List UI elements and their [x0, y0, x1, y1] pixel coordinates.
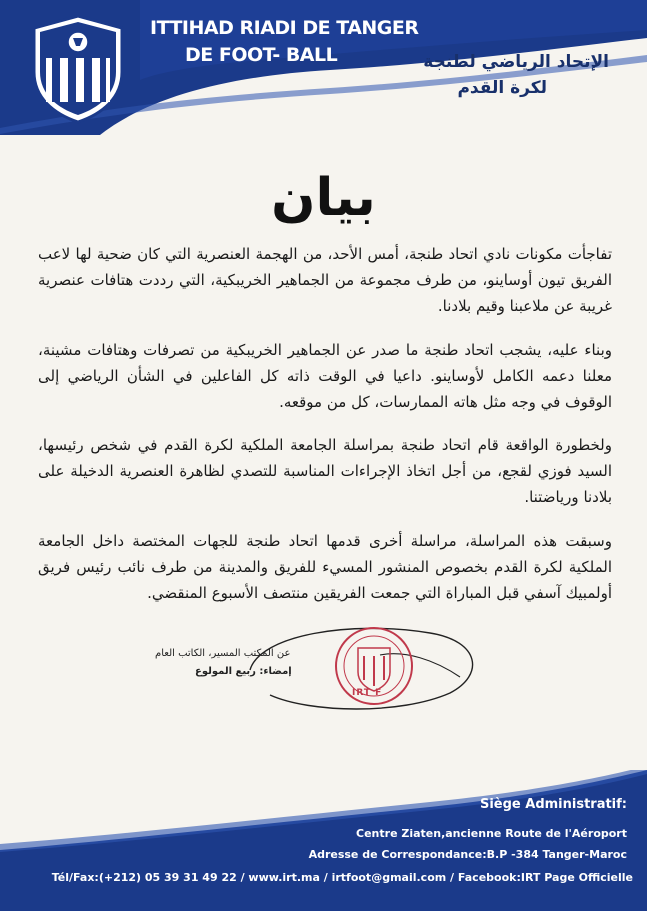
footer-band	[0, 770, 647, 911]
paragraph-3: ولخطورة الواقعة قام اتحاد طنجة بمراسلة الجامعة الملكية لكرة القدم في شخص رئيسها، السيد فوزي لقجع، من أجل اتخاذ الإجراءات المناسبة للتصدي لظاهرة العنصرية الدخيلة على بلادنا ورياضتنا.	[38, 436, 612, 506]
stamp-label: IRT F	[352, 688, 383, 698]
club-crest-icon	[30, 14, 126, 124]
footer-address: Centre Ziaten,ancienne Route de l'Aéroport	[356, 827, 627, 840]
signature-name: إمضاء: ربيع المولوع	[195, 666, 292, 677]
club-name-ar-line1: الإتحاد الرياضي لطنجة	[423, 52, 609, 72]
paragraph-4: وسبقت هذه المراسلة، مراسلة أخرى قدمها اتحاد طنجة للجهات المختصة داخل الجامعة الملكية لكرة القدم بخصوص المنشور المسيء للفريق والمدينة من طرف نائب رئيس فريق أولمبيك آسفي قبل المباراة التي جمعت الفريقين منتصف الأسبوع المنقضي.	[38, 532, 612, 602]
footer-contact: Tél/Fax:(+212) 05 39 31 49 22 / www.irt.ma / irtfoot@gmail.com / Facebook:IRT Page Officielle	[51, 871, 633, 884]
footer-correspondence: Adresse de Correspondance:B.P -384 Tanger-Maroc	[308, 848, 627, 861]
paragraph-2: وبناء عليه، يشجب اتحاد طنجة ما صدر عن الجماهير الخريبكية من تصرفات وهتافات مشينة، معلنا دعمه الكامل لأوساينو. داعيا في الوقت ذاته كل الفاعلين في الشأن الرياضي إلى الوقوف في وجه مثل هاته الممارسات، كل من موقعه.	[38, 341, 612, 411]
signature-office-label: عن المكتب المسير، الكاتب العام	[155, 648, 291, 659]
club-name-fr-line2: DE FOOT- BALL	[185, 44, 338, 66]
footer-title: Siège Administratif:	[479, 797, 627, 812]
statement-title: بيان	[271, 168, 376, 228]
club-name-fr-line1: ITTIHAD RIADI DE TANGER	[150, 17, 419, 39]
club-name-ar-line2: لكرة القدم	[457, 78, 547, 98]
paragraph-1: تفاجأت مكونات نادي اتحاد طنجة، أمس الأحد، من الهجمة العنصرية التي كان ضحية لها لاعب الفريق تيون أوساينو، من طرف مجموعة من الجماهير الخريبكية، التي رددت هتافات عنصرية غريبة عن ملاعبنا وقيم بلادنا.	[38, 245, 612, 315]
